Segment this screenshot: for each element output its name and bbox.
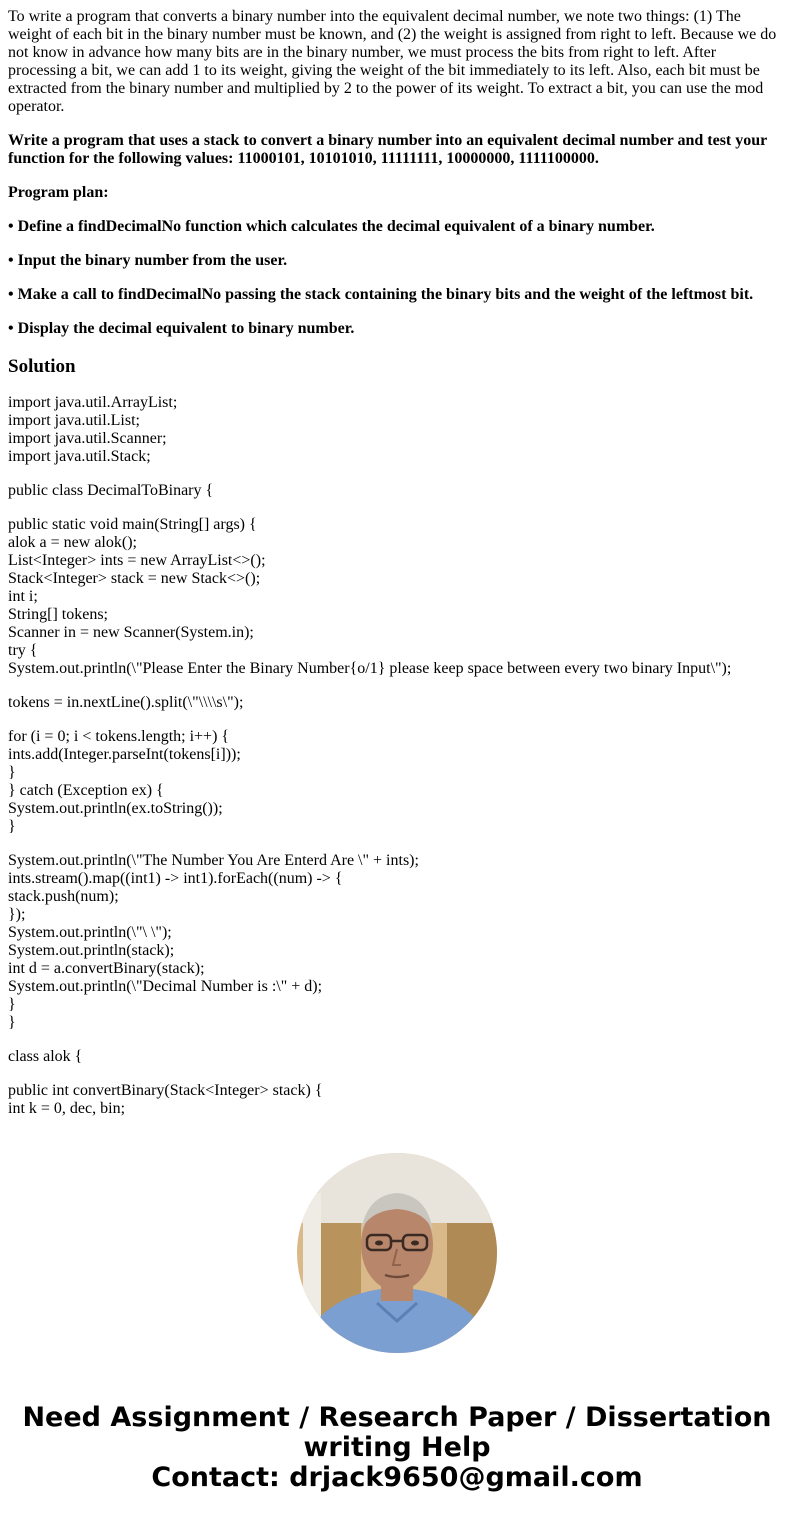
- article: [8, 8, 786, 1118]
- code-gap: [8, 1066, 786, 1082]
- code-line: }: [8, 818, 16, 835]
- promo-line-1: Need Assignment / Research Paper / Dissertation: [22, 1402, 772, 1433]
- code-line: ints.add(Integer.parseInt(tokens[i]));: [8, 746, 241, 763]
- code-line: ints.stream().map((int1) -> int1).forEach((num) -> {: [8, 870, 343, 887]
- code-line: public int convertBinary(Stack<Integer> stack) {: [8, 1082, 323, 1099]
- code-line: tokens = in.nextLine().split(\"\\\\s\");: [8, 694, 244, 711]
- plan-item: • Display the decimal equivalent to binary number.: [8, 320, 355, 337]
- code-line: import java.util.Scanner;: [8, 430, 167, 447]
- code-line: stack.push(num);: [8, 888, 119, 905]
- code-line: for (i = 0; i < tokens.length; i++) {: [8, 728, 230, 745]
- plan-item: • Define a findDecimalNo function which calculates the decimal equivalent of a binary number.: [8, 218, 655, 235]
- intro-paragraph: To write a program that converts a binary number into the equivalent decimal number, we note two things: (1) The weight of each bit in the binary number must be known, and (2) the weight is assigned from right to left. Because we do not know in advance how many bits are in the binary number, we must process the bits from right to left. After processing a bit, we can add 1 to its weight, giving the weight of the bit immediately to its left. Also, each bit must be extracted from the binary number and multiplied by 2 to the power of its weight. To extract a bit, you can use the mod operator.: [8, 8, 777, 115]
- code-line: }: [8, 1014, 16, 1031]
- code-line: }: [8, 764, 16, 781]
- code-line: public class DecimalToBinary {: [8, 482, 214, 499]
- code-line: import java.util.List;: [8, 412, 140, 429]
- code-line: int i;: [8, 588, 38, 605]
- code-line: import java.util.Stack;: [8, 448, 151, 465]
- code-line: System.out.println(\"Decimal Number is :\" + d);: [8, 978, 323, 995]
- promo-line-2: writing Help: [303, 1432, 491, 1463]
- task-statement: Write a program that uses a stack to convert a binary number into an equivalent decimal number and test your function for the following values: 11000101, 10101010, 11111111, 10000000, 1111100000.: [8, 132, 767, 167]
- code-listing: [8, 394, 786, 1118]
- code-line: Stack<Integer> stack = new Stack<>();: [8, 570, 261, 587]
- contact-email[interactable]: Contact: drjack9650@gmail.com: [151, 1462, 643, 1493]
- code-line: String[] tokens;: [8, 606, 108, 623]
- code-line: System.out.println(\"The Number You Are Enterd Are \" + ints);: [8, 852, 419, 869]
- code-gap: [8, 712, 786, 728]
- code-line: System.out.println(stack);: [8, 942, 175, 959]
- code-line: int d = a.convertBinary(stack);: [8, 960, 205, 977]
- solution-heading: Solution: [8, 356, 76, 377]
- code-gap: [8, 466, 786, 482]
- code-line: class alok {: [8, 1048, 83, 1065]
- code-gap: [8, 678, 786, 694]
- code-gap: [8, 836, 786, 852]
- code-gap: [8, 1032, 786, 1048]
- code-line: try {: [8, 642, 38, 659]
- code-line: int k = 0, dec, bin;: [8, 1100, 126, 1117]
- code-line: } catch (Exception ex) {: [8, 782, 164, 799]
- code-line: Scanner in = new Scanner(System.in);: [8, 624, 254, 641]
- code-line: alok a = new alok();: [8, 534, 137, 551]
- code-line: import java.util.ArrayList;: [8, 394, 178, 411]
- code-line: });: [8, 906, 26, 923]
- code-line: List<Integer> ints = new ArrayList<>();: [8, 552, 266, 569]
- author-avatar: [297, 1153, 497, 1353]
- plan-item: • Make a call to findDecimalNo passing the stack containing the binary bits and the weight of the leftmost bit.: [8, 286, 754, 303]
- plan-heading: Program plan:: [8, 184, 109, 201]
- code-gap: [8, 500, 786, 516]
- code-line: System.out.println(\"\ \");: [8, 924, 172, 941]
- code-line: }: [8, 996, 16, 1013]
- author-portrait-icon: [297, 1153, 497, 1353]
- code-line: System.out.println(ex.toString());: [8, 800, 223, 817]
- promo-footer: [0, 1403, 794, 1493]
- code-line: System.out.println(\"Please Enter the Binary Number{o/1} please keep space between every two binary Input\");: [8, 660, 732, 677]
- plan-item: • Input the binary number from the user.: [8, 252, 288, 269]
- code-line: public static void main(String[] args) {: [8, 516, 257, 533]
